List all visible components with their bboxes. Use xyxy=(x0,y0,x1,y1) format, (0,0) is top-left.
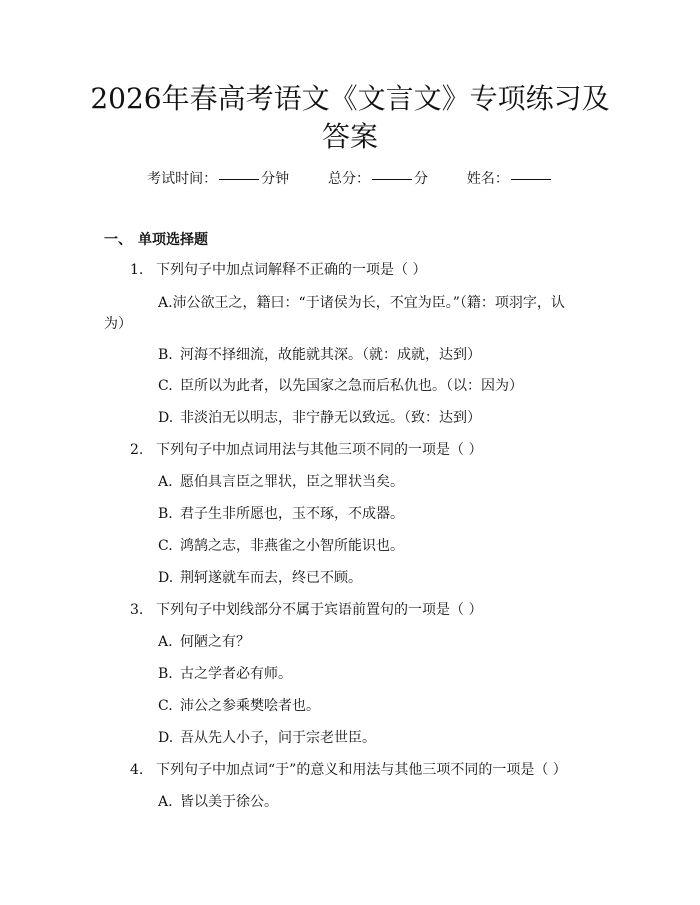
option-text: 君子生非所愿也，玉不琢，不成器。 xyxy=(180,506,404,522)
option-letter: D. xyxy=(158,570,174,586)
name-blank xyxy=(511,179,551,180)
question-number: 1. xyxy=(130,262,144,278)
question-text: 下列句子中加点词用法与其他三项不同的一项是（ ） xyxy=(156,442,483,458)
option-letter: B. xyxy=(158,347,173,363)
question-text: 下列句子中加点词解释不正确的一项是（ ） xyxy=(156,262,427,278)
option-3d xyxy=(158,728,376,748)
option-text: 河海不择细流，故能就其深。（就：成就，达到） xyxy=(180,347,481,363)
option-letter: A. xyxy=(158,634,173,650)
option-1a-continued: 为） xyxy=(104,316,132,332)
option-text: 沛公欲王之，籍曰：“于诸侯为长，不宜为臣。”（籍：项羽字，认 xyxy=(172,295,565,311)
score-unit: 分 xyxy=(414,171,428,187)
option-text: 何陋之有？ xyxy=(180,634,250,650)
option-text: 古之学者必有师。 xyxy=(180,666,292,682)
score-label: 总分： xyxy=(328,171,370,187)
question-number: 3. xyxy=(130,602,144,618)
option-3a xyxy=(158,632,250,652)
option-4a xyxy=(158,792,278,812)
question-text: 下列句子中加点词“于”的意义和用法与其他三项不同的一项是（ ） xyxy=(156,762,567,778)
option-text: 荆轲遂就车而去，终已不顾。 xyxy=(180,570,362,586)
exam-meta xyxy=(0,168,700,188)
option-1a xyxy=(158,292,565,312)
option-1c xyxy=(158,376,523,396)
option-text: 鸿鹄之志，非燕雀之小智所能识也。 xyxy=(180,538,404,554)
name-label: 姓名： xyxy=(466,171,509,187)
option-letter: B. xyxy=(158,666,173,682)
option-letter: A. xyxy=(158,295,173,311)
section-number: 一、 xyxy=(104,232,132,248)
option-text: 非淡泊无以明志，非宁静无以致远。（致：达到） xyxy=(180,410,481,426)
time-label: 考试时间： xyxy=(147,171,218,187)
option-1d xyxy=(158,408,481,428)
option-letter: B. xyxy=(158,506,173,522)
option-letter: C. xyxy=(158,538,173,554)
document-title: 2026年春高考语文《文言文》专项练习及答案 xyxy=(90,82,610,153)
option-2a xyxy=(158,472,404,492)
option-letter: A. xyxy=(158,794,173,810)
option-letter: A. xyxy=(158,474,173,490)
option-text: 愿伯具言臣之罪状，臣之罪状当矣。 xyxy=(180,474,404,490)
option-3b xyxy=(158,664,292,684)
option-letter: C. xyxy=(158,698,173,714)
option-2d xyxy=(158,568,362,588)
option-2b xyxy=(158,504,404,524)
time-unit: 分钟 xyxy=(261,171,290,187)
option-letter: D. xyxy=(158,730,174,746)
option-text: 皆以美于徐公。 xyxy=(180,794,278,810)
option-text: 沛公之参乘樊哙者也。 xyxy=(180,698,320,714)
section-label: 单项选择题 xyxy=(138,232,208,248)
option-text: 臣所以为此者，以先国家之急而后私仇也。（以：因为） xyxy=(180,378,523,394)
time-blank xyxy=(219,179,259,180)
section-heading xyxy=(104,229,208,249)
question-number: 4. xyxy=(130,762,144,778)
option-1b xyxy=(158,345,481,365)
question-text: 下列句子中划线部分不属于宾语前置句的一项是（ ） xyxy=(156,602,483,618)
question-number: 2. xyxy=(130,442,144,458)
score-blank xyxy=(372,179,412,180)
option-3c xyxy=(158,696,320,716)
option-letter: D. xyxy=(158,410,174,426)
option-2c xyxy=(158,536,404,556)
option-letter: C. xyxy=(158,378,173,394)
option-text: 吾从先人小子，问于宗老世臣。 xyxy=(180,730,376,746)
